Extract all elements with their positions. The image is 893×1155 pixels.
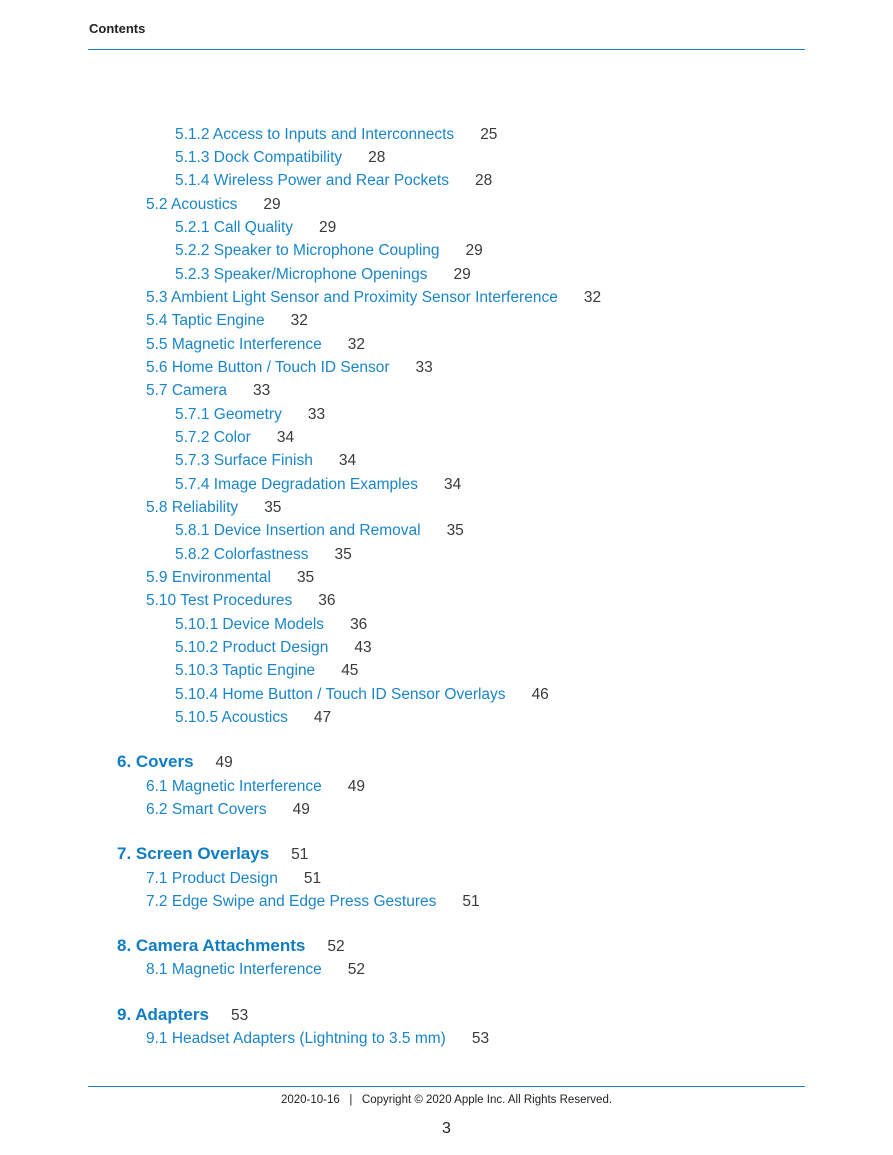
toc-entry-5-8-1[interactable] [175,521,464,541]
toc-entry-title[interactable]: 5.2.2 Speaker to Microphone Coupling [175,242,440,259]
toc-entry-page: 51 [462,893,480,910]
footer-copyright: 2020-10-16 | Copyright © 2020 Apple Inc. All Rights Reserved. [280,1094,613,1106]
toc-entry-page: 34 [338,452,357,469]
toc-entry-page: 45 [341,662,359,679]
toc-entry-page: 33 [307,406,326,423]
toc-entry-5-6[interactable] [146,358,433,378]
toc-entry-title[interactable]: 5.1.2 Access to Inputs and Interconnects [175,126,455,143]
toc-entry-page: 33 [252,382,271,399]
toc-entry-5-10-5[interactable] [175,708,331,728]
toc-entry-title[interactable]: 5.2.3 Speaker/Microphone Openings [175,266,428,283]
toc-entry-page: 49 [347,778,366,795]
toc-entry-page: 52 [347,961,366,978]
toc-entry-page: 36 [318,592,336,609]
toc-entry-page: 43 [354,639,372,656]
toc-entry-5-10-1[interactable] [175,615,367,635]
toc-entry-6-2[interactable] [146,800,310,820]
toc-entry-5-8[interactable] [146,498,281,518]
toc-entry-5-1-4[interactable] [175,171,492,191]
toc-entry-title[interactable]: 6.2 Smart Covers [146,801,267,818]
toc-entry-page: 32 [347,336,366,353]
toc-entry-title[interactable]: 8.1 Magnetic Interference [146,961,322,978]
toc-entry-page: 29 [465,242,483,259]
toc-entry-page: 29 [319,219,337,236]
toc-entry-title[interactable]: 5.3 Ambient Light Sensor and Proximity Sensor Interference [146,289,558,306]
toc-entry-title[interactable]: 9.1 Headset Adapters (Lightning to 3.5 mm) [146,1030,446,1047]
toc-entry-title[interactable]: 5.10.2 Product Design [175,639,329,656]
toc-chapter-6[interactable] [117,752,233,773]
toc-entry-5-7-1[interactable] [175,405,325,425]
toc-entry-page: 46 [531,686,549,703]
footer-rule [88,1086,805,1087]
toc-chapter-title[interactable]: 8. Camera Attachments [117,936,306,955]
toc-entry-title[interactable]: 5.10.1 Device Models [175,616,325,633]
toc-entry-5-2-1[interactable] [175,218,336,238]
toc-entry-title[interactable]: 5.10 Test Procedures [146,592,293,609]
toc-entry-page: 35 [264,499,282,516]
toc-entry-title[interactable]: 5.7.2 Color [175,429,251,446]
toc-entry-title[interactable]: 5.10.5 Acoustics [175,709,288,726]
toc-entry-5-10-3[interactable] [175,661,358,681]
toc-entry-7-2[interactable] [146,892,480,912]
toc-entry-5-10[interactable] [146,591,335,611]
toc-entry-5-7[interactable] [146,381,270,401]
toc-entry-5-4[interactable] [146,311,308,331]
toc-entry-title[interactable]: 5.1.3 Dock Compatibility [175,149,343,166]
toc-entry-title[interactable]: 5.7.4 Image Degradation Examples [175,476,418,493]
toc-chapter-9[interactable] [117,1005,248,1026]
toc-entry-title[interactable]: 5.10.4 Home Button / Touch ID Sensor Overlays [175,686,506,703]
toc-entry-title[interactable]: 5.8 Reliability [146,499,239,516]
toc-entry-5-3[interactable] [146,288,601,308]
toc-entry-title[interactable]: 7.2 Edge Swipe and Edge Press Gestures [146,893,437,910]
toc-entry-title[interactable]: 5.2.1 Call Quality [175,219,294,236]
toc-entry-title[interactable]: 5.7.3 Surface Finish [175,452,313,469]
toc-entry-5-10-4[interactable] [175,685,549,705]
toc-entry-title[interactable]: 5.7 Camera [146,382,227,399]
toc-entry-5-5[interactable] [146,335,365,355]
toc-entry-page: 28 [368,149,386,166]
toc-entry-title[interactable]: 5.10.3 Taptic Engine [175,662,316,679]
toc-entry-page: 32 [290,312,308,329]
toc-entry-title[interactable]: 6.1 Magnetic Interference [146,778,322,795]
toc-entry-5-1-3[interactable] [175,148,385,168]
toc-chapter-title[interactable]: 7. Screen Overlays [117,844,270,863]
toc-entry-page: 49 [292,801,310,818]
toc-chapter-title[interactable]: 9. Adapters [117,1005,209,1024]
toc-entry-5-10-2[interactable] [175,638,372,658]
toc-entry-5-1-2[interactable] [175,125,497,145]
toc-entry-5-9[interactable] [146,568,314,588]
toc-entry-5-2-2[interactable] [175,241,483,261]
toc-entry-title[interactable]: 5.1.4 Wireless Power and Rear Pockets [175,172,449,189]
toc-chapter-title[interactable]: 6. Covers [117,752,194,771]
toc-entry-page: 32 [583,289,602,306]
toc-entry-title[interactable]: 5.7.1 Geometry [175,406,282,423]
toc-entry-page: 25 [480,126,498,143]
toc-entry-page: 35 [446,522,464,539]
toc-entry-page: 52 [327,938,345,955]
toc-entry-page: 29 [453,266,471,283]
toc-entry-9-1[interactable] [146,1029,489,1049]
toc-entry-6-1[interactable] [146,777,365,797]
toc-entry-page: 29 [263,196,281,213]
toc-chapter-7[interactable] [117,844,308,865]
toc-entry-5-8-2[interactable] [175,545,352,565]
toc-chapter-8[interactable] [117,936,345,957]
running-header-title: Contents [89,21,146,36]
toc-entry-5-2[interactable] [146,195,281,215]
toc-entry-page: 28 [474,172,493,189]
toc-entry-page: 49 [215,754,233,771]
toc-entry-page: 33 [415,359,433,376]
toc-entry-title[interactable]: 5.5 Magnetic Interference [146,336,322,353]
toc-entry-title[interactable]: 5.8.2 Colorfastness [175,546,309,563]
toc-entry-page: 51 [291,846,309,863]
toc-entry-page: 53 [471,1030,490,1047]
toc-entry-5-2-3[interactable] [175,265,471,285]
toc-entry-page: 53 [230,1007,249,1024]
toc-entry-title[interactable]: 5.4 Taptic Engine [146,312,265,329]
toc-entry-7-1[interactable] [146,869,321,889]
toc-entry-page: 51 [303,870,322,887]
toc-entry-page: 34 [276,429,295,446]
toc-entry-page: 34 [443,476,462,493]
toc-entry-8-1[interactable] [146,960,365,980]
toc-entry-page: 35 [296,569,315,586]
toc-entry-5-7-4[interactable] [175,475,461,495]
toc-entry-page: 47 [313,709,332,726]
toc-entry-5-7-3[interactable] [175,451,356,471]
toc-entry-title[interactable]: 5.8.1 Device Insertion and Removal [175,522,421,539]
toc-entry-title[interactable]: 5.2 Acoustics [146,196,238,213]
toc-entry-title[interactable]: 5.6 Home Button / Touch ID Sensor [146,359,390,376]
toc-entry-title[interactable]: 7.1 Product Design [146,870,278,887]
page-number: 3 [442,1120,451,1137]
toc-entry-title[interactable]: 5.9 Environmental [146,569,271,586]
toc-entry-page: 36 [350,616,368,633]
toc-entry-page: 35 [334,546,352,563]
toc-entry-5-7-2[interactable] [175,428,294,448]
